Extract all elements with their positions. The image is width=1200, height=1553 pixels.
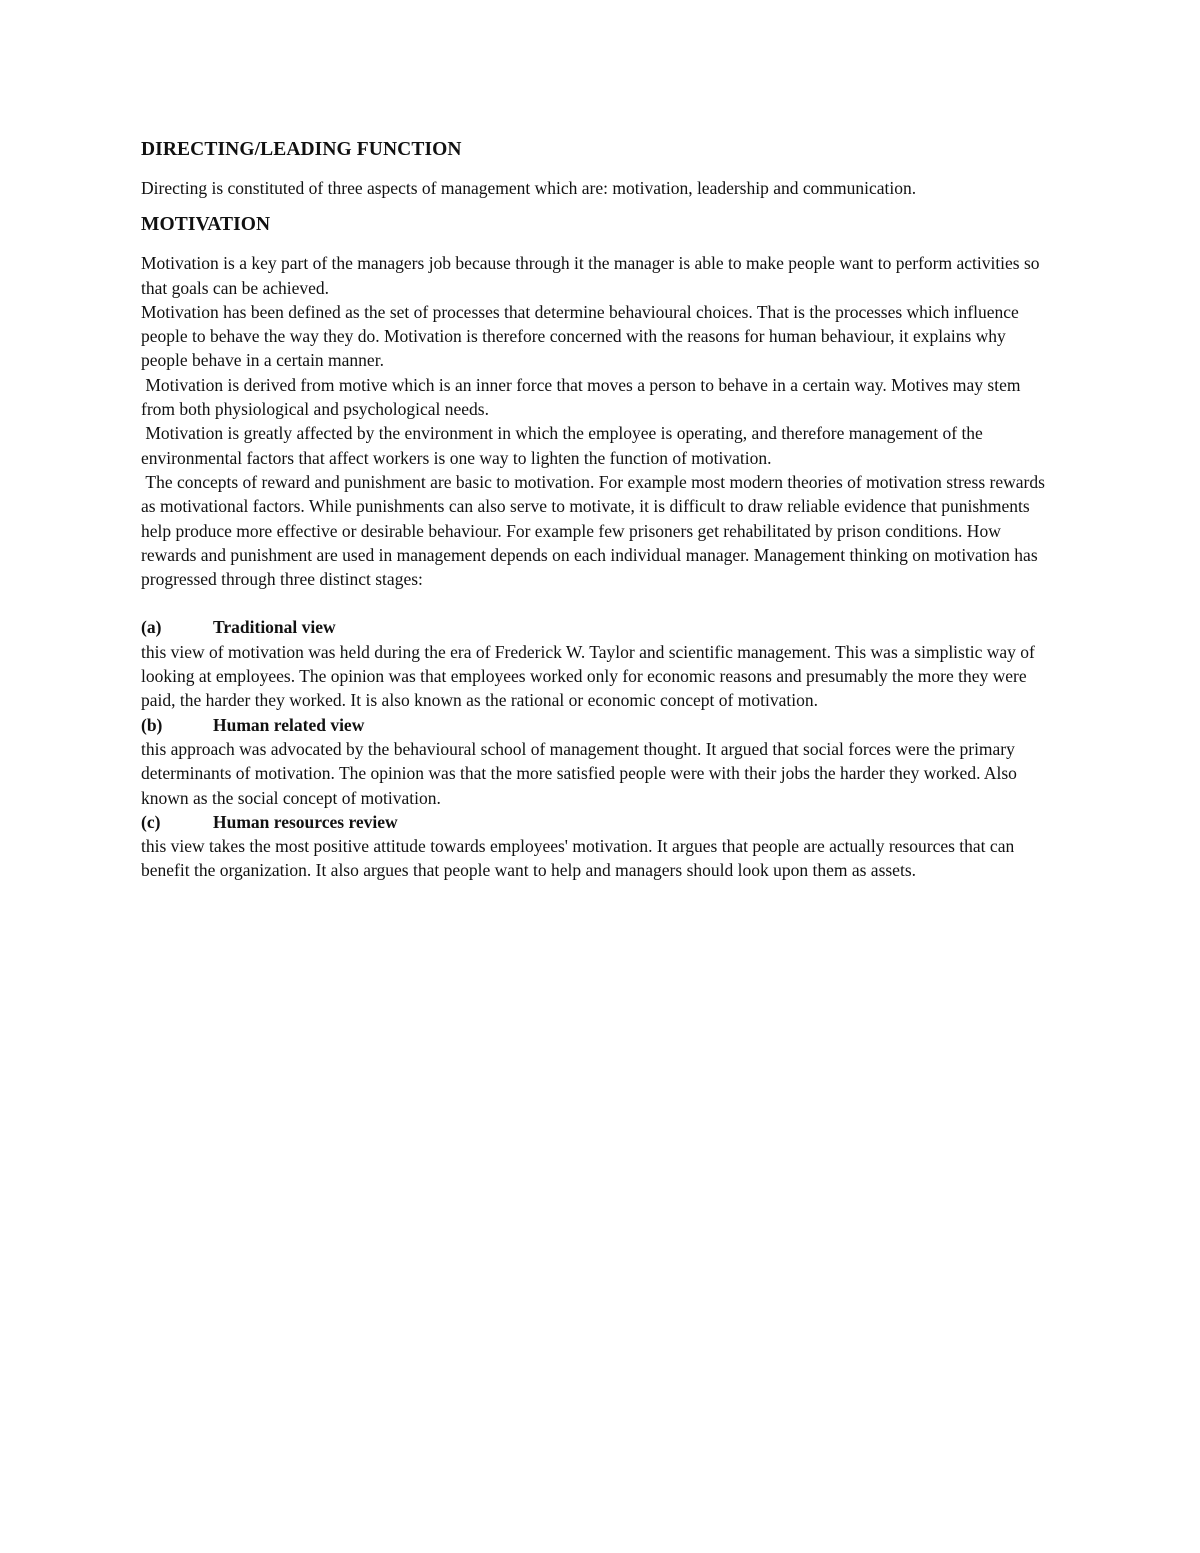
view-title: Human resources review bbox=[213, 811, 398, 832]
view-text: this view takes the most positive attitude towards employees' motivation. It argues that people are actually resources that can benefit the organization. It also argues that people want to help and managers should look upon them as assets. bbox=[141, 836, 1015, 881]
view-marker: (b) bbox=[141, 714, 163, 735]
document-title: DIRECTING/LEADING FUNCTION bbox=[141, 139, 462, 160]
paragraph: Motivation is derived from motive which is an inner force that moves a person to behave in a certain way. Motives may stem from both physiological and psychological needs. bbox=[141, 374, 1025, 420]
view-title: Human related view bbox=[213, 714, 365, 735]
view-list bbox=[141, 615, 1061, 882]
paragraph: The concepts of reward and punishment are basic to motivation. For example most modern theories of motivation stress rewards as motivational factors. While punishments can also serve to motivate, it is difficult to draw reliable evidence that punishments help produce more effective or desirable behaviour. For example few prisoners get rehabilitated by prison conditions. How rewards and punishment are used in management depends on each individual manager. Management thinking on motivation has progressed through three distinct stages: bbox=[141, 471, 1050, 590]
spacer bbox=[141, 200, 1061, 213]
view-marker: (c) bbox=[141, 811, 161, 832]
view-marker: (a) bbox=[141, 617, 162, 638]
paragraph: Motivation is a key part of the managers job because through it the manager is able to make people want to perform activities so that goals can be achieved. bbox=[141, 253, 1040, 298]
spacer bbox=[141, 237, 1061, 251]
motivation-body bbox=[141, 251, 1061, 591]
view-heading bbox=[141, 615, 1061, 639]
view-title: Traditional view bbox=[213, 617, 336, 638]
view-item bbox=[141, 615, 1061, 712]
view-heading bbox=[141, 810, 1061, 834]
document-page bbox=[141, 138, 1061, 883]
spacer bbox=[141, 591, 1061, 615]
view-text: this approach was advocated by the behavioural school of management thought. It argued that social forces were the primary determinants of motivation. The opinion was that the more satisfied people were with their jobs the harder they worked. Also known as the social concept of motivation. bbox=[141, 738, 1017, 808]
view-text: this view of motivation was held during the era of Frederick W. Taylor and scientific management. This was a simplistic way of looking at employees. The opinion was that employees worked only for economic reasons and presumably the more they were paid, the harder they worked. It is also known as the rational or economic concept of motivation. bbox=[141, 641, 1035, 711]
spacer bbox=[141, 162, 1061, 176]
paragraph: Motivation is greatly affected by the environment in which the employee is operating, and therefore management of the environmental factors that affect workers is one way to lighten the function of motivation. bbox=[141, 423, 988, 468]
paragraph: Motivation has been defined as the set of processes that determine behavioural choices. That is the processes which influence people to behave the way they do. Motivation is therefore concerned with the reasons for human behaviour, it explains why people behave in a certain manner. bbox=[141, 301, 1019, 371]
view-item bbox=[141, 713, 1061, 810]
view-item bbox=[141, 810, 1061, 883]
intro-paragraph: Directing is constituted of three aspects of management which are: motivation, leadership and communication. bbox=[141, 178, 917, 198]
view-heading bbox=[141, 713, 1061, 737]
section-title: MOTIVATION bbox=[141, 214, 271, 236]
